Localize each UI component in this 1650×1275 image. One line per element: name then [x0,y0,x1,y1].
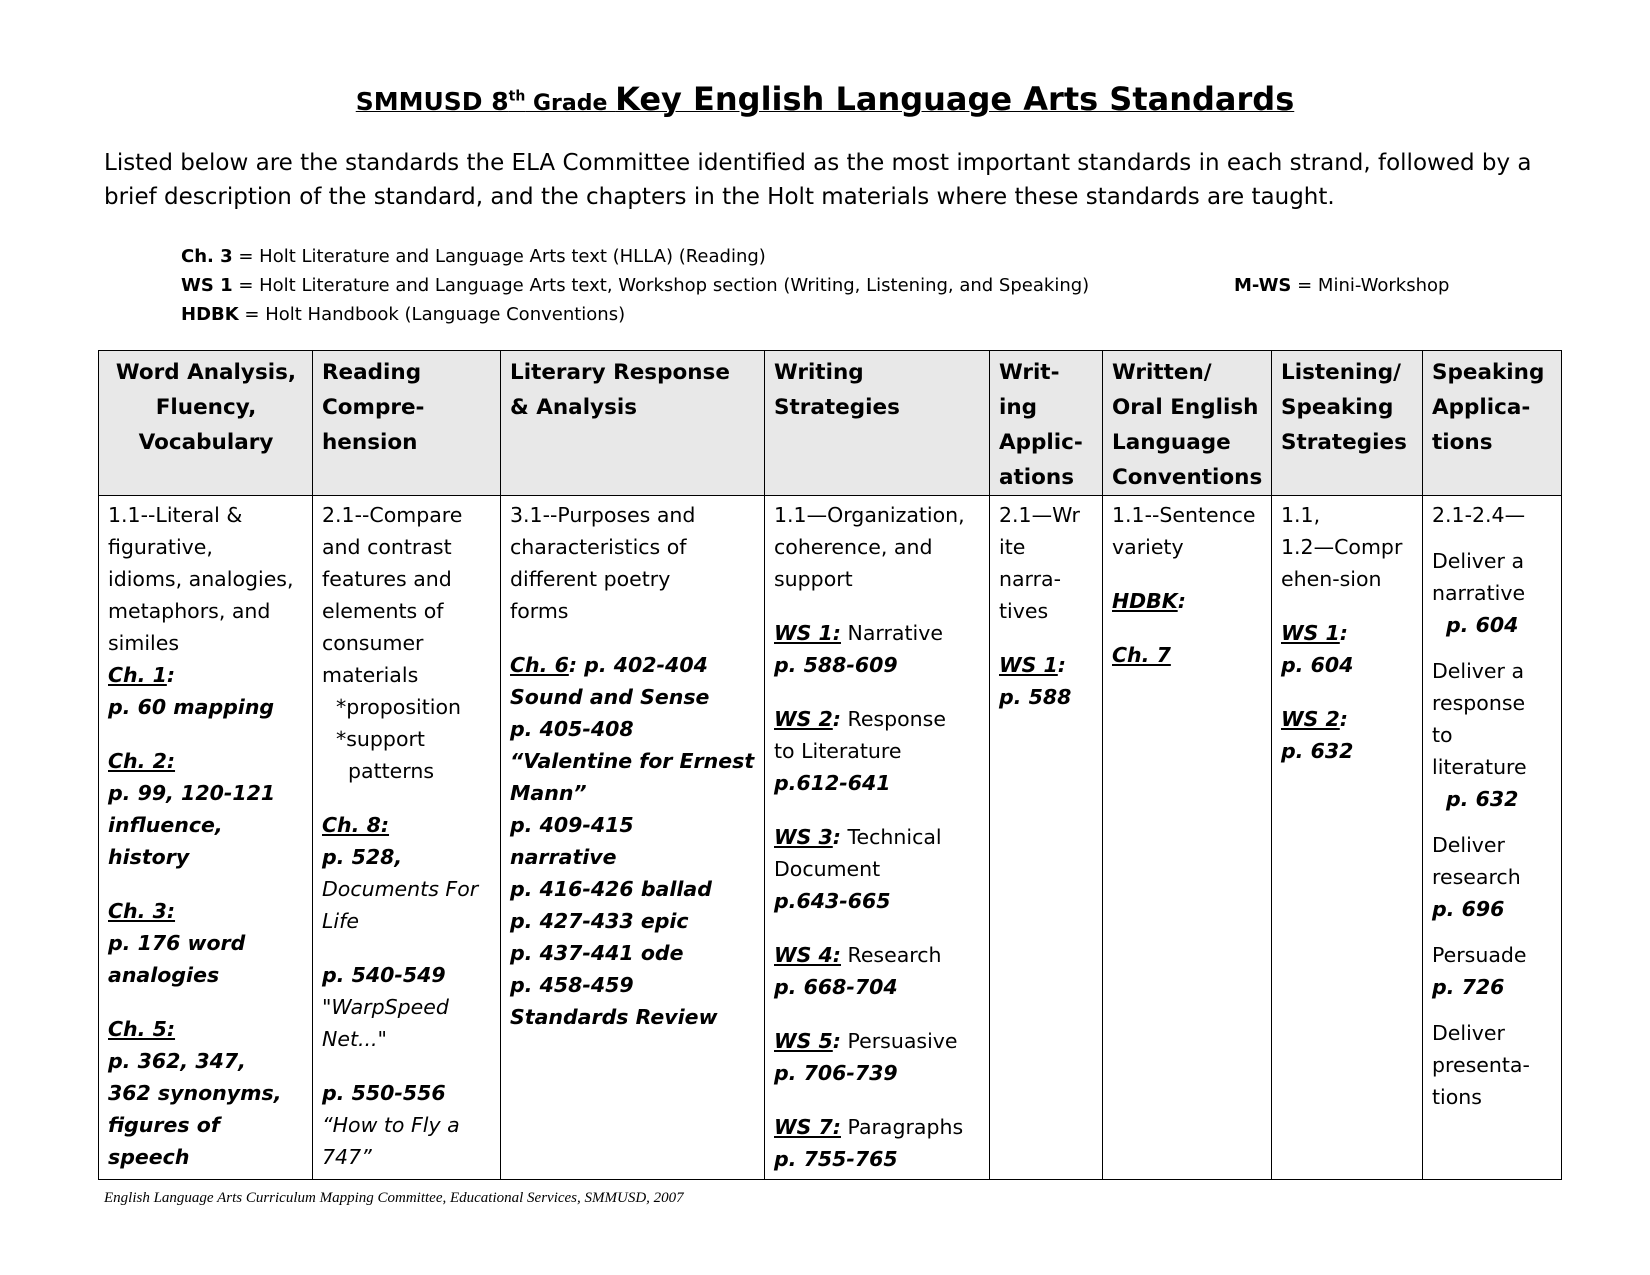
page-title [0,80,1650,118]
workshop-ref: WS 3 [774,825,833,849]
cell-writing-applications: 2.1—Wr ite narra- tives WS 1: p. 588 [990,496,1103,1180]
workshop-ref: WS 2 [774,707,833,731]
legend-ws-key: WS 1 [181,275,233,296]
cell-listening-speaking: 1.1, 1.2—Compr ehen-sion WS 1: p. 604 WS 2: p. 632 [1272,496,1423,1180]
legend-mws-text: = Mini-Workshop [1291,275,1450,296]
chapter-ref: Ch. 8: [322,813,390,837]
header-writing-strategies: Writing Strategies [765,351,990,496]
chapter-ref: Ch. 6 [510,653,569,677]
legend-ch-row [181,242,1481,271]
workshop-ref: WS 1: [774,621,841,645]
intro-paragraph: Listed below are the standards the ELA Committee identified as the most important standards in each strand, followed by a brief description of the standard, and the chapters in the Holt materials where these standards are taught. [104,150,1532,210]
cell-writing-strategies: 1.1—Organization, coherence, and support WS 1: Narrative p. 588-609 WS 2: Response to Literature p.612-641 WS 3: Technical Document p.643-665 WS 4: Research p. 668-704 WS 5: Persuasive p. 706-739 WS 7: Paragraphs p. 755-765 [765,496,990,1180]
header-writing-applications: Writ- ing Applic- ations [990,351,1103,496]
legend-hdbk-key: HDBK [181,304,239,325]
cell-speaking-applications: 2.1-2.4— Deliver a narrative p. 604 Deliver a response to literature p. 632 Deliver research p. 696 Persuade p. 726 Deliver presenta- tions [1423,496,1562,1180]
cell-literary-response: 3.1--Purposes and characteristics of different poetry forms Ch. 6: p. 402-404 Sound and Sense p. 405-408 “Valentine for Ernest Mann” p. 409-415 narrative p. 416-426 ballad p. 427-433 epic p. 437-441 ode p. 458-459 Standards Review [501,496,765,1180]
header-listening-speaking: Listening/ Speaking Strategies [1272,351,1423,496]
cell-language-conventions: 1.1--Sentence variety HDBK: Ch. 7 [1103,496,1272,1180]
table-row [99,496,1562,1180]
legend-ws-text: = Holt Literature and Language Arts text, Workshop section (Writing, Listening, and Speaking) [232,275,1090,296]
header-word-analysis: Word Analysis, Fluency, Vocabulary [99,351,313,496]
chapter-ref: Ch. 5: [108,1017,176,1041]
header-reading-comprehension: Reading Compre- hension [313,351,501,496]
title-main: Key English Language Arts Standards [615,80,1295,118]
header-language-conventions: Written/ Oral English Language Conventions [1103,351,1272,496]
legend-ch-key: Ch. 3 [181,246,233,267]
workshop-ref: WS 1 [1281,621,1340,645]
standards-table [98,350,1562,1180]
title-prefix: SMMUSD 8th [355,87,526,116]
chapter-ref: Ch. 3: [108,899,176,923]
handbook-ref: HDBK [1112,589,1178,613]
header-row [99,351,1562,496]
cell-word-analysis: 1.1--Literal & figurative, idioms, analogies, metaphors, and similes Ch. 1: p. 60 mapping Ch. 2: p. 99, 120-121 influence, history Ch. 3: p. 176 word analogies Ch. 5: p. 362, 347, 362 synonyms, figures of speech [99,496,313,1180]
chapter-ref: Ch. 1 [108,663,167,687]
legend-hdbk-row [181,300,1481,329]
legend-ws-row [181,271,1481,300]
title-grade: Grade [525,91,616,116]
legend-hdbk-text: = Holt Handbook (Language Conventions) [238,304,626,325]
chapter-ref: Ch. 2: [108,749,176,773]
legend [181,242,1481,329]
legend-mws [1234,271,1449,300]
cell-reading-comprehension: 2.1--Compare and contrast features and elements of consumer materials *proposition *support patterns Ch. 8: p. 528, Documents For Life p. 540-549 "WarpSpeed Net..." p. 550-556 “How to Fly a 747” [313,496,501,1180]
workshop-ref: WS 4: [774,943,841,967]
footer-credit: English Language Arts Curriculum Mapping Committee, Educational Services, SMMUSD, 2007 [104,1190,684,1206]
legend-mws-key: M-WS [1234,275,1292,296]
legend-ch-text: = Holt Literature and Language Arts text (HLLA) (Reading) [232,246,766,267]
header-speaking-applications: Speaking Applica- tions [1423,351,1562,496]
workshop-ref: WS 7: [774,1115,841,1139]
chapter-ref: Ch. 7 [1112,643,1171,667]
workshop-ref: WS 2 [1281,707,1340,731]
workshop-ref: WS 5 [774,1029,833,1053]
workshop-ref: WS 1 [999,653,1058,677]
header-literary-response: Literary Response & Analysis [501,351,765,496]
title-superscript: th [508,88,526,105]
